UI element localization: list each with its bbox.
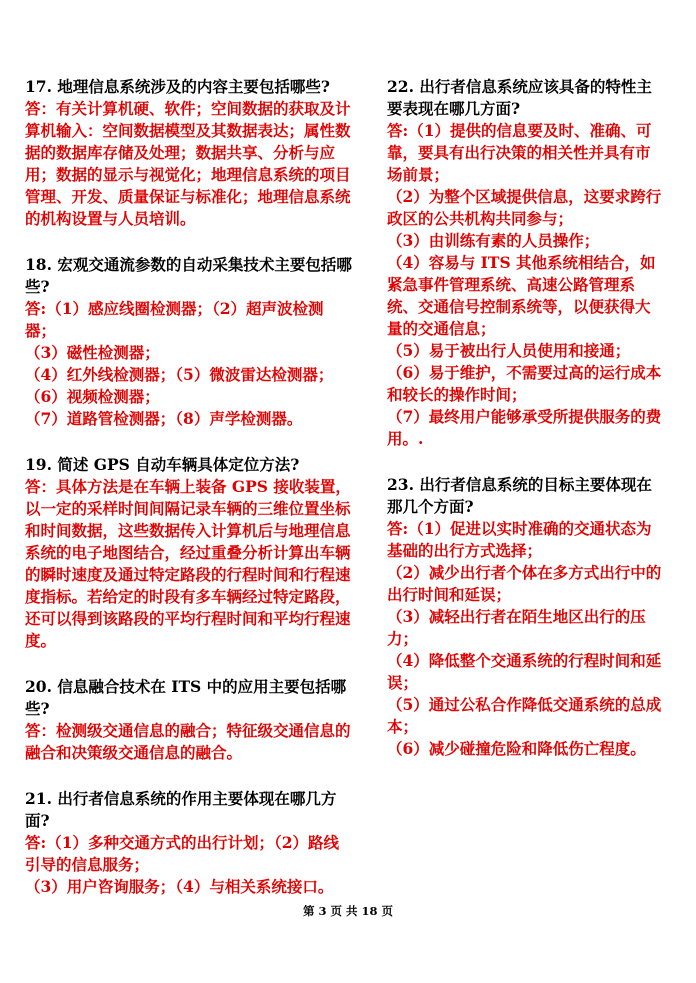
answer-18-line: （4）红外线检测器；（5）微波雷达检测器； bbox=[25, 365, 334, 384]
answer-21-line: （3）用户咨询服务；（4）与相关系统接口。 bbox=[25, 877, 334, 896]
right-column bbox=[387, 76, 663, 784]
answer-17-line: 答：有关计算机硬、软件；空间数据的获取及计算机输入：空间数据模型及其数据表达；属性数据的数据库存储及处理；数据共享、分析与应用；数据的显示与视觉化；地理信息系统的项目管理、开发、质量保证与标准化；地理信息系统的机构设置与人员培训。 bbox=[25, 99, 351, 228]
answer-23-line: （2）减少出行者个体在多方式出行中的出行时间和延误； bbox=[387, 563, 662, 604]
answer-19 bbox=[25, 476, 353, 652]
answer-18-line: 答:（1）感应线圈检测器；（2）超声波检测器； bbox=[25, 299, 324, 340]
qa-item-20 bbox=[25, 676, 353, 764]
answer-22-line: （7）最终用户能够承受所提供服务的费用。. bbox=[387, 407, 662, 448]
left-column bbox=[25, 76, 353, 922]
qa-item-22 bbox=[387, 76, 663, 450]
answer-23-line: （5）通过公私合作降低交通系统的总成本； bbox=[387, 695, 662, 736]
answer-18-line: （7）道路管检测器；（8）声学检测器。 bbox=[25, 409, 303, 428]
answer-23 bbox=[387, 518, 663, 760]
answer-23-line: 答:（1）促进以实时准确的交通状态为基础的出行方式选择； bbox=[387, 519, 652, 560]
answer-17 bbox=[25, 98, 353, 230]
answer-23-line: （4）降低整个交通系统的行程时间和延误； bbox=[387, 651, 662, 692]
answer-22 bbox=[387, 120, 663, 450]
answer-22-line: 答:（1）提供的信息要及时、准确、可靠，要具有出行决策的相关性并具有市场前景； bbox=[387, 121, 652, 184]
qa-item-21 bbox=[25, 788, 353, 898]
question-19: 19. 简述 GPS 自动车辆具体定位方法? bbox=[25, 455, 300, 474]
answer-18 bbox=[25, 298, 353, 430]
answer-21-line: 答:（1）多种交通方式的出行计划；（2）路线引导的信息服务； bbox=[25, 833, 340, 874]
answer-19-line: 答：具体方法是在车辆上装备 GPS 接收装置，以一定的采样时间间隔记录车辆的三维位置坐标和时间数据，这些数据传入计算机后与地理信息系统的电子地图结合，经过重叠分析计算出车辆的瞬时速度及通过特定路段的行程时间和行程速度指标。若给定的时段有多车辆经过特定路段，还可以得到该路段的平均行程时间和平均行程速度。 bbox=[25, 477, 351, 650]
question-21: 21. 出行者信息系统的作用主要体现在哪几方面? bbox=[25, 789, 337, 830]
answer-22-line: （4）容易与 ITS 其他系统相结合，如紧急事件管理系统、高速公路管理系统、交通信号控制系统等，以便获得大量的交通信息； bbox=[387, 253, 656, 338]
answer-22-line: （2）为整个区域提供信息，这要求跨行政区的公共机构共同参与； bbox=[387, 187, 662, 228]
answer-22-line: （5）易于被出行人员使用和接通； bbox=[387, 341, 631, 360]
page-footer: 第 3 页 共 18 页 bbox=[302, 904, 394, 918]
answer-20 bbox=[25, 720, 353, 764]
answer-18-line: （6）视频检测器； bbox=[25, 387, 160, 406]
qa-item-17 bbox=[25, 76, 353, 230]
answer-21 bbox=[25, 832, 353, 898]
answer-18-line: （3）磁性检测器； bbox=[25, 343, 160, 362]
answer-22-line: （6）易于维护，不需要过高的运行成本和较长的操作时间； bbox=[387, 363, 662, 404]
question-18: 18. 宏观交通流参数的自动采集技术主要包括哪些? bbox=[25, 255, 352, 296]
qa-item-23 bbox=[387, 474, 663, 760]
answer-23-line: （3）减轻出行者在陌生地区出行的压力； bbox=[387, 607, 646, 648]
answer-20-line: 答：检测级交通信息的融合；特征级交通信息的融合和决策级交通信息的融合。 bbox=[25, 721, 351, 762]
question-20: 20. 信息融合技术在 ITS 中的应用主要包括哪些? bbox=[25, 677, 347, 718]
question-17: 17. 地理信息系统涉及的内容主要包括哪些? bbox=[25, 77, 330, 96]
question-23: 23. 出行者信息系统的目标主要体现在那几个方面? bbox=[387, 475, 652, 516]
question-22: 22. 出行者信息系统应该具备的特性主要表现在哪几方面? bbox=[387, 77, 652, 118]
qa-item-18 bbox=[25, 254, 353, 430]
answer-22-line: （3）由训练有素的人员操作； bbox=[387, 231, 600, 250]
qa-item-19 bbox=[25, 454, 353, 652]
answer-23-line: （6）减少碰撞危险和降低伤亡程度。 bbox=[387, 739, 646, 758]
